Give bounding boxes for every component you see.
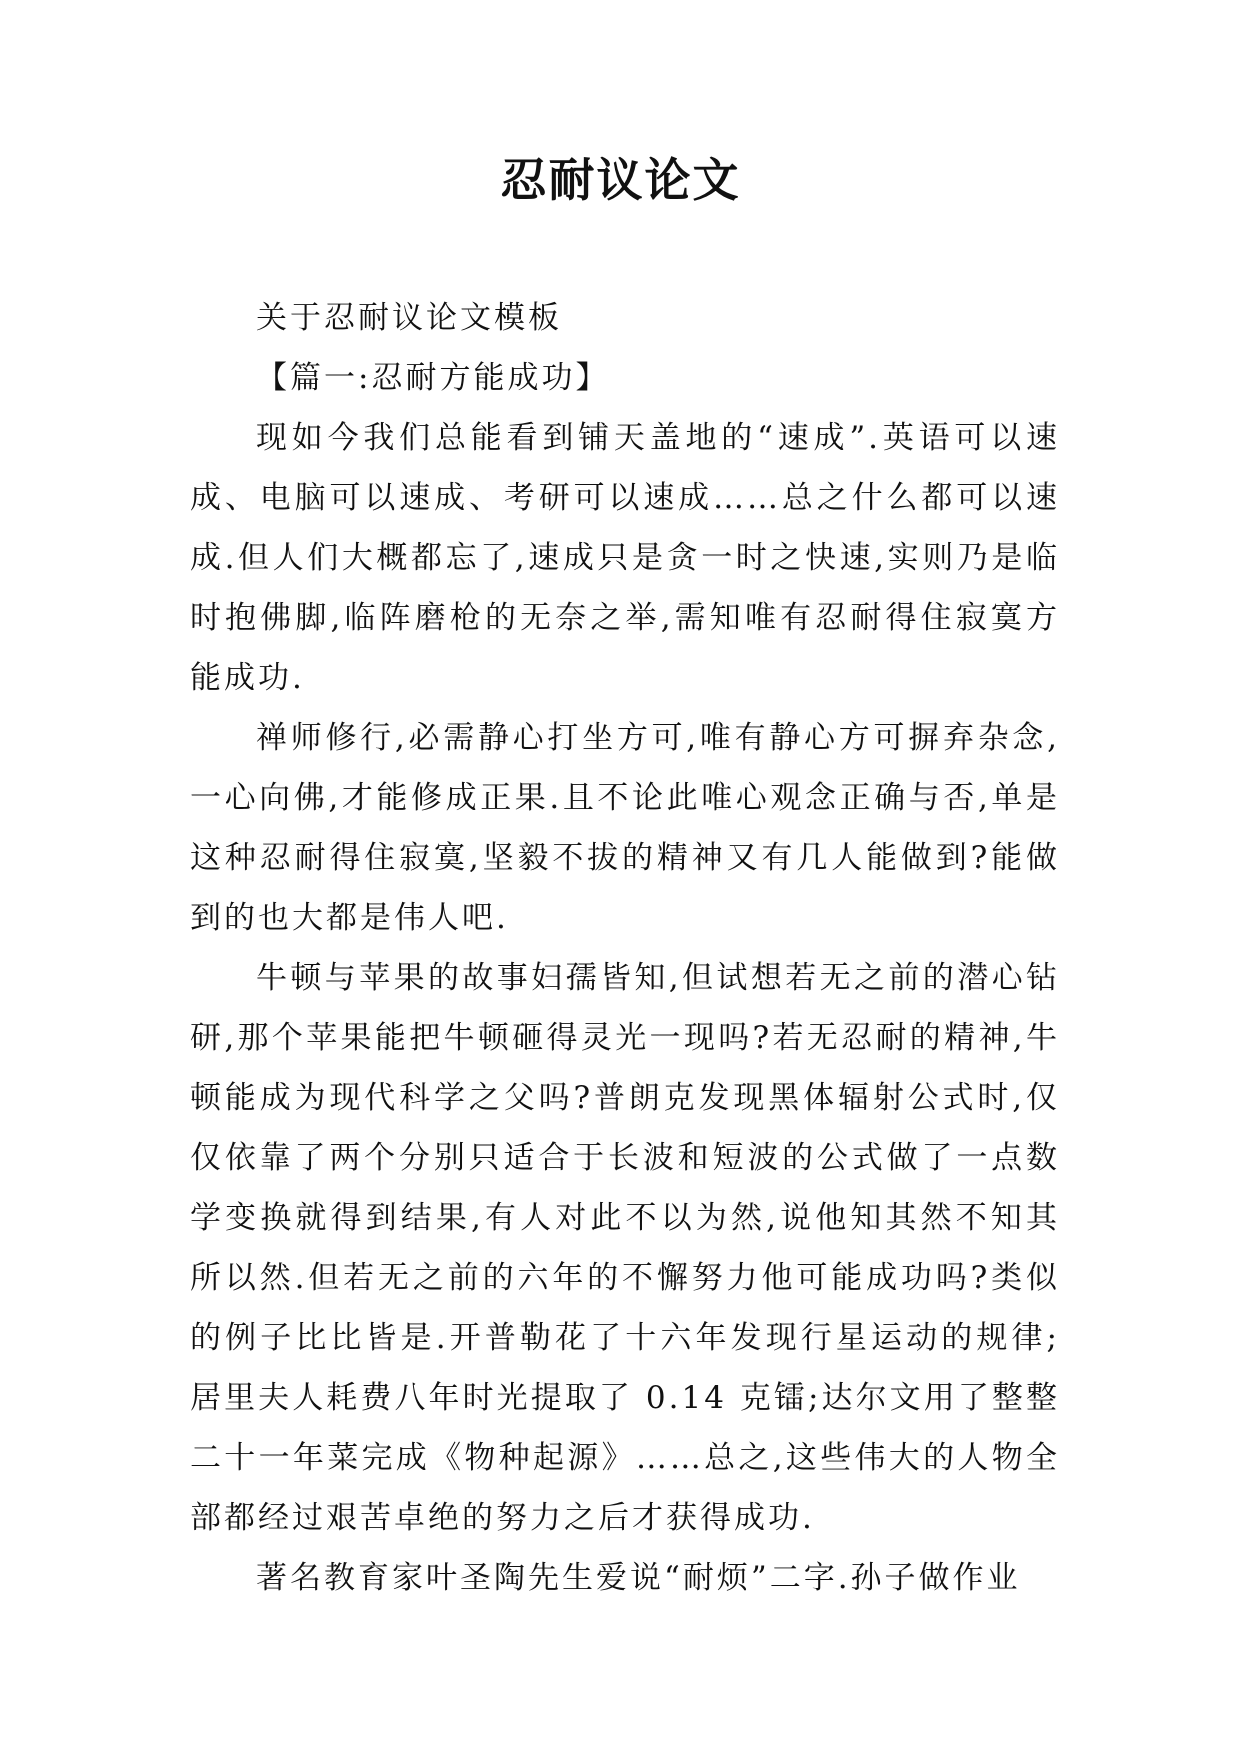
document-title: 忍耐议论文 [500, 153, 741, 207]
document-body [190, 288, 1060, 1608]
paragraph: 现如今我们总能看到铺天盖地的“速成”.英语可以速成、电脑可以速成、考研可以速成……总之什么都可以速成.但人们大概都忘了,速成只是贪一时之快速,实则乃是临时抱佛脚,临阵磨枪的无奈之举,需知唯有忍耐得住寂寞方能成功. [190, 420, 1060, 696]
paragraph: 著名教育家叶圣陶先生爱说“耐烦”二字.孙子做作业 [256, 1560, 1021, 1596]
section-heading: 【篇一:忍耐方能成功】 [256, 360, 610, 396]
paragraph: 牛顿与苹果的故事妇孺皆知,但试想若无之前的潜心钻研,那个苹果能把牛顿砸得灵光一现吗?若无忍耐的精神,牛顿能成为现代科学之父吗?普朗克发现黑体辐射公式时,仅仅依靠了两个分别只适合于长波和短波的公式做了一点数学变换就得到结果,有人对此不以为然,说他知其然不知其所以然.但若无之前的六年的不懈努力他可能成功吗?类似的例子比比皆是.开普勒花了十六年发现行星运动的规律;居里夫人耗费八年时光提取了 0.14 克镭;达尔文用了整整二十一年菜完成《物种起源》……总之,这些伟大的人物全部都经过艰苦卓绝的努力之后才获得成功. [190, 960, 1060, 1536]
paragraph: 禅师修行,必需静心打坐方可,唯有静心方可摒弃杂念,一心向佛,才能修成正果.且不论此唯心观念正确与否,单是这种忍耐得住寂寞,坚毅不拔的精神又有几人能做到?能做到的也大都是伟人吧. [190, 720, 1060, 936]
document-subtitle: 关于忍耐议论文模板 [256, 300, 562, 336]
